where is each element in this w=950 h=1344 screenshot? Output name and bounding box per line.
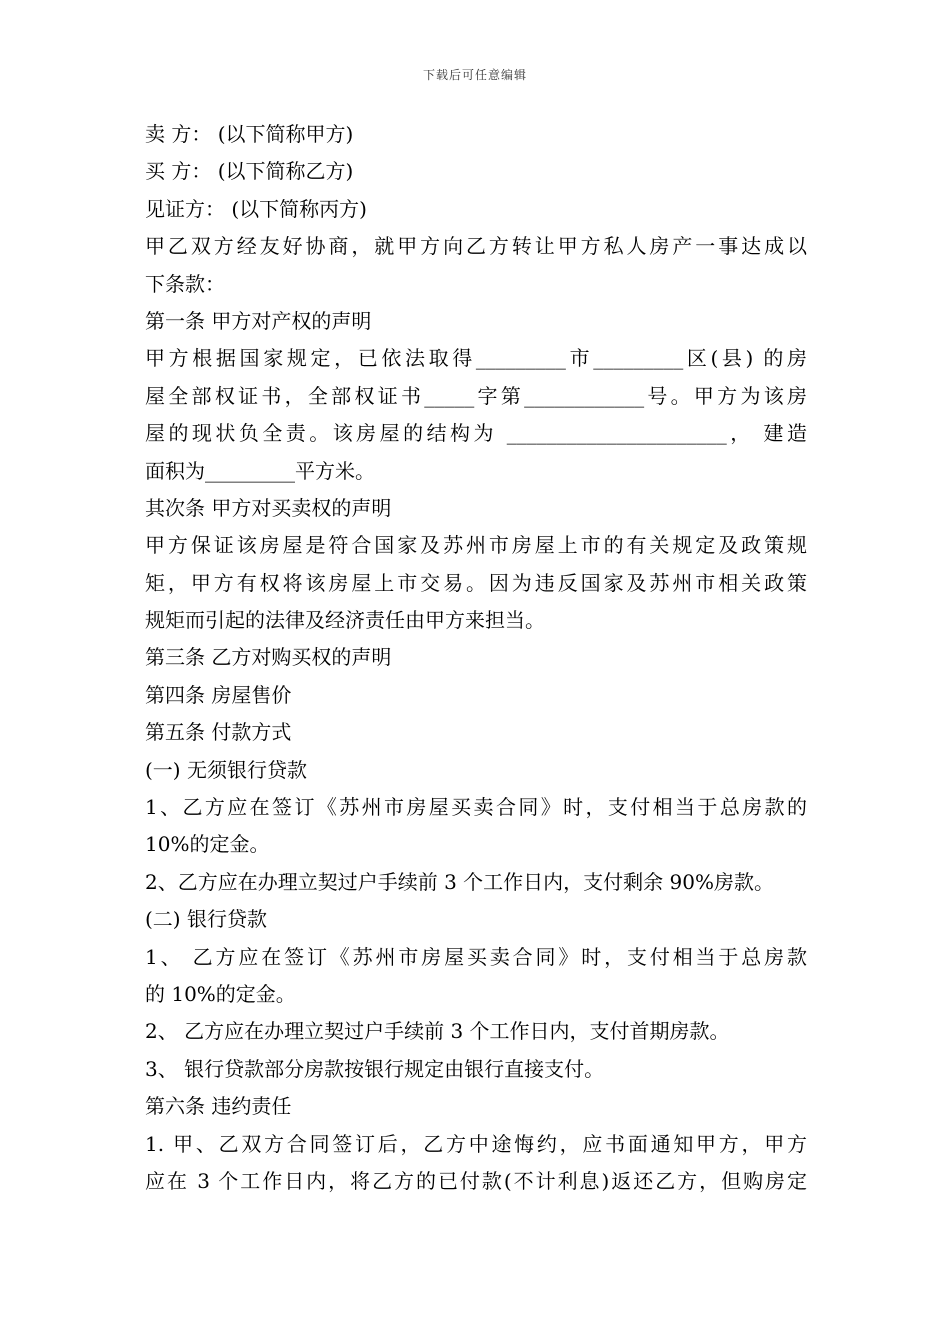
- article-6-text-1: 1. 甲、乙双方合同签订后，乙方中途悔约，应书面通知甲方，甲方: [145, 1131, 807, 1156]
- payment-loan-item-2: 2、 乙方应在办理立契过户手续前 3 个工作日内，支付首期房款。: [145, 1019, 730, 1044]
- seller-line: 卖 方： (以下简称甲方): [145, 122, 354, 146]
- witness-line: 见证方： (以下简称丙方): [145, 196, 367, 221]
- payment-no-loan-item-1a: 1、乙方应在签订《苏州市房屋买卖合同》时，支付相当于总房款的: [145, 795, 807, 820]
- payment-no-loan-item-1b: 10%的定金。: [145, 832, 270, 857]
- payment-loan-item-3: 3、 银行贷款部分房款按银行规定由银行直接支付。: [145, 1056, 605, 1081]
- article-2-text-3: 规矩而引起的法律及经济责任由甲方来担当。: [145, 608, 545, 633]
- payment-loan-item-1a: 1、 乙方应在签订《苏州市房屋买卖合同》时，支付相当于总房款: [145, 944, 807, 969]
- article-1-text-1: 甲方根据国家规定，已依法取得_________市_________区(县) 的房: [145, 346, 807, 371]
- article-2-text-1: 甲方保证该房屋是符合国家及苏州市房屋上市的有关规定及政策规: [145, 533, 807, 558]
- article-3-heading: 第三条 乙方对购买权的声明: [145, 645, 392, 670]
- article-6-text-2: 应在 3 个工作日内，将乙方的已付款(不计利息)返还乙方，但购房定: [145, 1168, 807, 1193]
- article-6-heading: 第六条 违约责任: [145, 1094, 292, 1119]
- article-4-heading: 第四条 房屋售价: [145, 682, 292, 707]
- payment-loan-item-1b: 的 10%的定金。: [145, 981, 296, 1006]
- page-header-note: 下载后可任意编辑: [422, 68, 527, 82]
- preamble-line-1: 甲乙双方经友好协商，就甲方向乙方转让甲方私人房产一事达成以: [145, 234, 807, 259]
- payment-no-loan-heading: (一) 无须银行贷款: [145, 757, 307, 782]
- article-1-text-4: 面积为_________平方米。: [145, 458, 375, 483]
- article-5-heading: 第五条 付款方式: [145, 720, 292, 745]
- preamble-line-2: 下条款：: [145, 271, 225, 296]
- buyer-line: 买 方： (以下简称乙方): [145, 159, 354, 184]
- contract-body: [145, 116, 807, 1200]
- article-1-heading: 第一条 甲方对产权的声明: [145, 308, 372, 333]
- article-1-text-3: 屋的现状负全责。该房屋的结构为 ______________________， 建造: [145, 421, 807, 446]
- article-2-text-2: 矩，甲方有权将该房屋上市交易。因为违反国家及苏州市相关政策: [145, 570, 807, 595]
- article-2-heading: 其次条 甲方对买卖权的声明: [145, 495, 392, 520]
- article-1-text-2: 屋全部权证书，全部权证书_____字第____________号。甲方为该房: [145, 383, 807, 408]
- payment-no-loan-item-2: 2、乙方应在办理立契过户手续前 3 个工作日内，支付剩余 90%房款。: [145, 869, 774, 894]
- payment-loan-heading: (二) 银行贷款: [145, 907, 267, 932]
